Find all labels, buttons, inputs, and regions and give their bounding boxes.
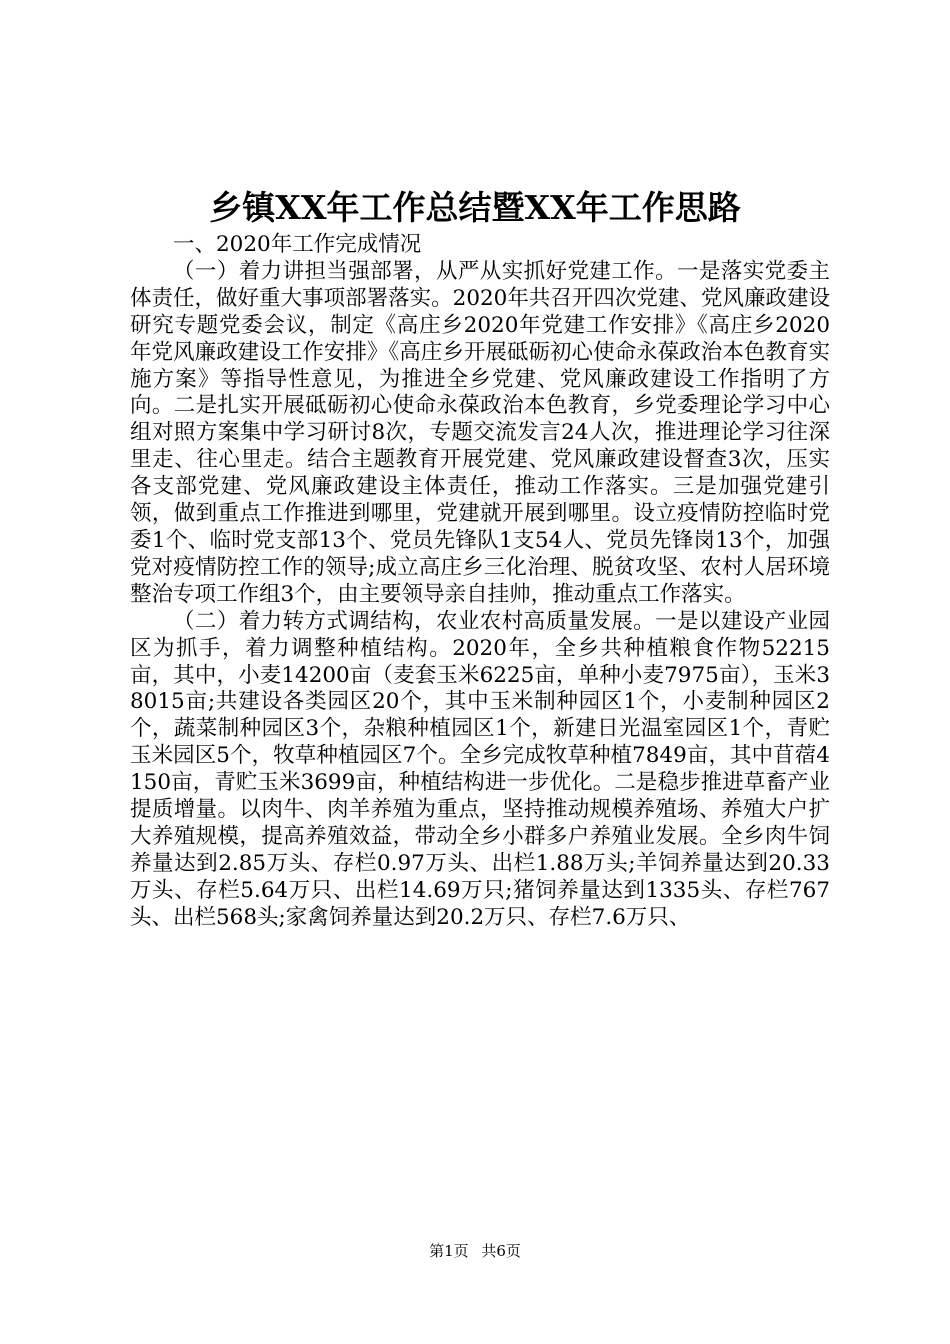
page-footer: [0, 1241, 950, 1261]
paragraph-agriculture: （二）着力转方式调结构，农业农村高质量发展。一是以建设产业园区为抓手，着力调整种植结构。2020年，全乡共种植粮食作物52215亩，其中，小麦14200亩（麦套玉米6225亩，单种小麦7975亩），玉米38015亩;共建设各类园区20个，其中玉米制种园区1个，小麦制种园区2个，蔬菜制种园区3个，杂粮种植园区1个，新建日光温室园区1个，青贮玉米园区5个，牧草种植园区7个。全乡完成牧草种植7849亩，其中苜蓿4150亩，青贮玉米3699亩，种植结构进一步优化。二是稳步推进草畜产业提质增量。以肉牛、肉羊养殖为重点，坚持推动规模养殖场、养殖大户扩大养殖规模，提高养殖效益，带动全乡小群多户养殖业发展。全乡肉牛饲养量达到2.85万头、存栏0.97万头、出栏1.88万头;羊饲养量达到20.33万头、存栏5.64万只、出栏14.69万只;猪饲养量达到1335头、存栏767头、出栏568头;家禽饲养量达到20.2万只、存栏7.6万只、: [130, 608, 830, 930]
document-body: [130, 232, 830, 932]
paragraph-party-building: （一）着力讲担当强部署，从严从实抓好党建工作。一是落实党委主体责任，做好重大事项部署落实。2020年共召开四次党建、党风廉政建设研究专题党委会议，制定《高庄乡2020年党建工作安排》《高庄乡2020年党风廉政建设工作安排》《高庄乡开展砥砺初心使命永葆政治本色教育实施方案》等指导性意见，为推进全乡党建、党风廉政建设工作指明了方向。二是扎实开展砥砺初心使命永葆政治本色教育，乡党委理论学习中心组对照方案集中学习研讨8次，专题交流发言24人次，推进理论学习往深里走、往心里走。结合主题教育开展党建、党风廉政建设督查3次，压实各支部党建、党风廉政建设主体责任，推动工作落实。三是加强党建引领，做到重点工作推进到哪里，党建就开展到哪里。设立疫情防控临时党委1个、临时党支部13个、党员先锋队1支54人、党员先锋岗13个，加强党对疫情防控工作的领导;成立高庄乡三化治理、脱贫攻坚、农村人居环境整治专项工作组3个，由主要领导亲自挂帅，推动重点工作落实。: [130, 258, 830, 607]
document-title: 乡镇XX年工作总结暨XX年工作思路: [209, 188, 741, 227]
page-total: 共6页: [481, 1242, 521, 1260]
section-heading: 一、2020年工作完成情况: [173, 232, 422, 257]
page-number: 第1页: [429, 1242, 469, 1260]
